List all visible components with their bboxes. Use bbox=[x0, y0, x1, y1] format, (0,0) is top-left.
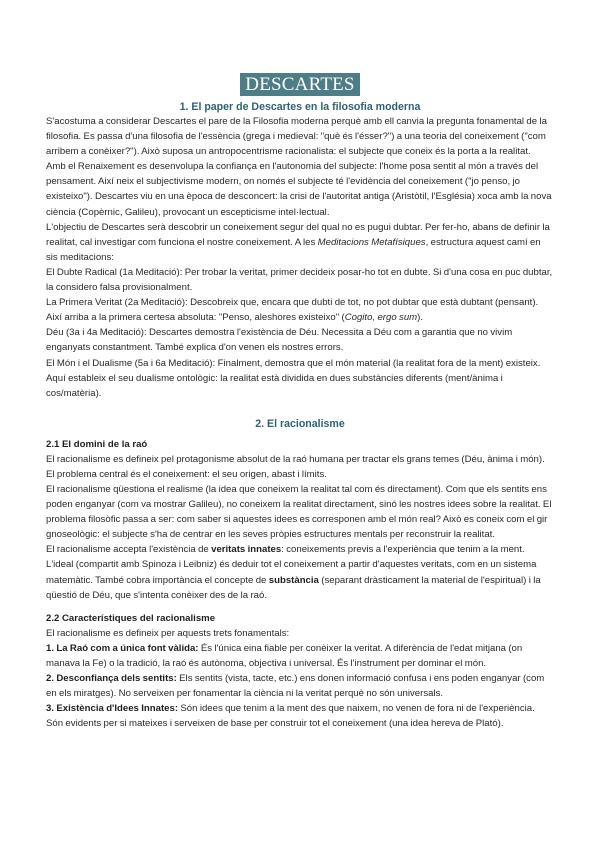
subsection-2-1-heading: 2.1 El domini de la raó bbox=[46, 438, 148, 450]
subsection-2-2-heading: 2.2 Característiques del racionalisme bbox=[46, 612, 216, 624]
cogito-italic: Cogito, ergo sum bbox=[344, 312, 418, 324]
subsection-2-2-intro: El racionalisme es defineix per aquests trets fonamentals: bbox=[46, 627, 290, 639]
bold-term: veritats innates bbox=[211, 544, 282, 556]
item-text: És l'única eina fiable per conèixer la veritat. A diferència de l'edat mitjana (on manava la Fe) o la tradició, la raó és autònoma, objectiva i universal. És l'instrument per dominar el món. bbox=[46, 642, 523, 669]
section-2-heading: 2. El racionalisme bbox=[255, 417, 345, 430]
characteristic-item-2 bbox=[46, 671, 554, 701]
text-run: ). bbox=[417, 312, 424, 324]
text-run: (separant dràsticament la material de l'espiritual) i la qüestió de Déu, que s'intenta conèixer des de la raó. bbox=[46, 574, 541, 601]
meditation-3-4-paragraph: Déu (3a i 4a Meditació): Descartes demostra l'existència de Déu. Necessita a Déu com a garantia que no vivim enganyats constantment. També explica d'on venen els nostres errors. bbox=[46, 327, 513, 354]
item-label: 2. Desconfiança dels sentits: bbox=[46, 673, 177, 684]
meditation-1-paragraph: El Dubte Radical (1a Meditació): Per trobar la veritat, primer decideix posar-ho tot en dubte. Si d'una cosa en puc dubtar, la considero falsa provisionalment. bbox=[46, 266, 553, 294]
document-title: DESCARTES bbox=[240, 73, 359, 96]
section-1-paragraph-3 bbox=[46, 220, 554, 265]
item-label: 3. Existència d'Idees Innates: bbox=[46, 703, 179, 715]
section-1-heading: 1. El paper de Descartes en la filosofia moderna bbox=[179, 101, 421, 113]
bold-term: substància bbox=[268, 574, 319, 586]
subsection-2-1-paragraph-1: El racionalisme es defineix pel protagonisme absolut de la raó humana per tractar els grans temes (Déu, ànima i món). El problema central és el coneixement: el seu origen, abast i límits. bbox=[46, 453, 545, 480]
subsection-2-1-paragraph-4 bbox=[46, 557, 554, 602]
characteristic-item-3 bbox=[46, 701, 554, 731]
book-title-italic: Meditacions Metafísiques bbox=[317, 236, 426, 248]
item-label: 1. La Raó com a única font vàlida: bbox=[46, 642, 199, 654]
characteristic-item-1 bbox=[46, 641, 554, 671]
text-run: El racionalisme accepta l'existència de bbox=[46, 544, 212, 556]
item-text: Són idees que tenim a la ment des que naixem, no venen de fora ni de l'experiència. Són evidents per si mateixes i serveixen de base per construir tot el coneixement (una idea hereva de Plató). bbox=[46, 703, 535, 730]
item-text: Els sentits (vista, tacte, etc.) ens donen informació confusa i ens poden enganyar (com en els miratges). No serveixen per fonamentar la ciència ni la veritat perquè no són universals. bbox=[46, 673, 545, 700]
text-run: , estructura aquest camí en sis meditacions: bbox=[46, 236, 541, 263]
text-run: L'objectiu de Descartes serà descobrir un coneixement segur del qual no es pugui dubtar. Per fer-ho, abans de definir la realitat, cal investigar com funciona el nostre coneixement. A les bbox=[46, 221, 550, 248]
meditation-2-paragraph bbox=[46, 295, 554, 325]
title-wrap bbox=[46, 0, 554, 95]
text-run: : coneixements previs a l'experiència que tenim a la ment. bbox=[281, 544, 525, 556]
section-1-paragraph-2: Amb el Renaixement es desenvolupa la confiança en l'autonomia del subjecte: l'home posa sentit al món a través del pensament. Així neix el subjectivisme modern, on només el subjecte té l'evidència del coneixement ("jo penso, jo existeixo"). Descartes viu en una època de desconcert: la crisi de l'autoritat antiga (Aristòtil, l'Església) xoca amb la nova ciència (Copèrnic, Galileu), provocant un escepticisme intel·lectual. bbox=[46, 161, 552, 218]
text-run: La Primera Veritat (2a Meditació): Descobreix que, encara que dubti de tot, no pot dubtar que està dubtant (pensant). Així arriba a la primera certesa absoluta: "Penso, aleshores existeixo" ( bbox=[46, 297, 539, 324]
subsection-2-1-paragraph-2: El racionalisme qüestiona el realisme (la idea que coneixem la realitat tal com és directament). Com que els sentits ens poden enganyar (com va mostrar Galileu), no coneixem la realitat directament, sinó les nostres idees sobre la realitat. El problema filosòfic passa a ser: com saber si aquestes idees es corresponen amb el món real? Això es coneix com el gir gnoseològic: el subjecte s'ha de centrar en les seves pròpies estructures mentals per reconstruir la realitat. bbox=[46, 483, 552, 541]
section-1-paragraph-1: S'acostuma a considerar Descartes el pare de la Filosofia moderna perquè amb ell canvia la pregunta fonamental de la filosofia. Es passa d'una filosofia de l'essència (grega i medieval: "què és l'ésser?") a una teoria del coneixement ("com arribem a conèixer?"). Això suposa un antropocentrisme racionalista: el subjecte que coneix és la porta a la realitat. bbox=[46, 116, 547, 158]
subsection-2-1-paragraph-3 bbox=[46, 542, 554, 557]
meditation-5-6-paragraph: El Món i el Dualisme (5a i 6a Meditació): Finalment, demostra que el món material (la realitat fora de la ment) existeix. Aquí estableix el seu dualisme ontològic: la realitat està dividida en dues substàncies diferents (ment/ànima i cos/matèria). bbox=[46, 357, 541, 399]
text-run: L'ideal (compartit amb Spinoza i Leibniz) és deduir tot el coneixement a partir d'aquestes veritats, com en un sistema matemàtic. També cobra importància el concepte de bbox=[46, 559, 537, 586]
